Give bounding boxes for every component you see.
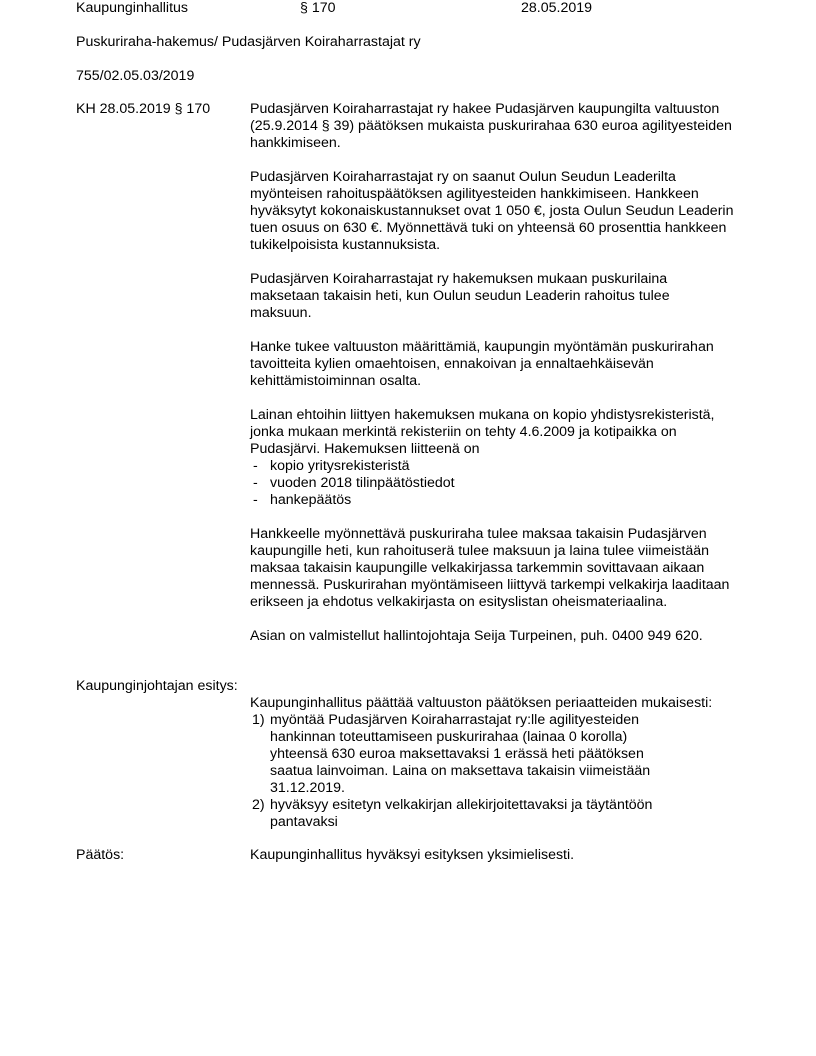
header-section: § 170 [300, 0, 336, 16]
page-title: Puskuriraha-hakemus/ Pudasjärven Koiraharrastajat ry [76, 34, 421, 50]
paragraph: Pudasjärven Koiraharrastajat ry hakee Pudasjärven kaupungilta valtuuston (25.9.2014 § 39) päätöksen mukaista puskurirahaa 630 euroa agilityesteiden hankkimiseen. [250, 101, 732, 151]
attachments-intro: Lainan ehtoihin liittyen hakemuksen mukana on kopio yhdistysrekisteristä, jonka mukaan merkintä rekisteriin on tehty 4.6.2009 ja kotipaikka on Pudasjärvi. Hakemuksen liitteenä on [250, 407, 715, 457]
proposal-text [250, 695, 750, 831]
attachment-item: - kopio yritysrekisteristä [253, 458, 410, 474]
proposal-label: Kaupunginjohtajan esitys: [76, 678, 238, 694]
header-date: 28.05.2019 [521, 0, 593, 16]
decision-label: Päätös: [76, 847, 125, 863]
preparation-label: KH 28.05.2019 § 170 [76, 101, 211, 117]
paragraph: Pudasjärven Koiraharrastajat ry on saanut Oulun Seudun Leaderilta myönteisen rahoituspäätöksen agilityesteiden hankkimiseen. Hankkeen hyväksytyt kokonaiskustannukset ovat 1 050 €, josta Oulun Seudun Leaderin tuen osuus on 630 €. Myönnettävä tuki on yhteensä 60 prosenttia hankkeen tukikelpoisista kustannuksista. [250, 169, 734, 253]
proposal-intro: Kaupunginhallitus päättää valtuuston päätöksen periaatteiden mukaisesti: [250, 695, 713, 711]
paragraph: Pudasjärven Koiraharrastajat ry hakemuksen mukaan puskurilaina maksetaan takaisin heti, kun Oulun seudun Leaderin rahoitus tulee maksuun. [250, 271, 670, 321]
decision-text: Kaupunginhallitus hyväksyi esityksen yksimielisesti. [250, 847, 575, 863]
reference-number: 755/02.05.03/2019 [76, 68, 195, 84]
repayment-paragraph: Hankkeelle myönnettävä puskuriraha tulee maksaa takaisin Pudasjärven kaupungille heti, kun rahoituserä tulee maksuun ja laina tulee viimeistään maksaa takaisin kaupungille velkakirjassa tarkemmin sovittavaan aikaan mennessä. Puskurirahan myöntämiseen liittyvä tarkempi velkakirja laaditaan erikseen ja ehdotus velkakirjasta on esityslistan oheismateriaalina. [250, 526, 730, 610]
proposal-item: 2) hyväksyy esitetyn velkakirjan allekirjoitettavaksi ja täytäntöön pantavaksi [252, 797, 653, 830]
paragraph: Hanke tukee valtuuston määrittämiä, kaupungin myöntämän puskurirahan tavoitteita kylien omaehtoisen, ennakoivan ja ennaltaehkäisevän kehittämistoiminnan osalta. [250, 339, 714, 389]
attachment-item: - vuoden 2018 tilinpäätöstiedot [253, 475, 455, 491]
header-body: Kaupunginhallitus [76, 0, 189, 16]
preparation-text [250, 101, 750, 662]
preparer-paragraph: Asian on valmistellut hallintojohtaja Seija Turpeinen, puh. 0400 949 620. [250, 628, 703, 644]
proposal-item: 1) myöntää Pudasjärven Koiraharrastajat ry:lle agilityesteiden hankinnan toteuttamiseen puskurirahaa (lainaa 0 korolla) yhteensä 630 euroa maksettavaksi 1 erässä heti päätöksen saatua lainvoiman. Laina on maksettava takaisin viimeistään 31.12.2019. [252, 712, 651, 796]
attachment-item: - hankepäätös [253, 492, 352, 508]
